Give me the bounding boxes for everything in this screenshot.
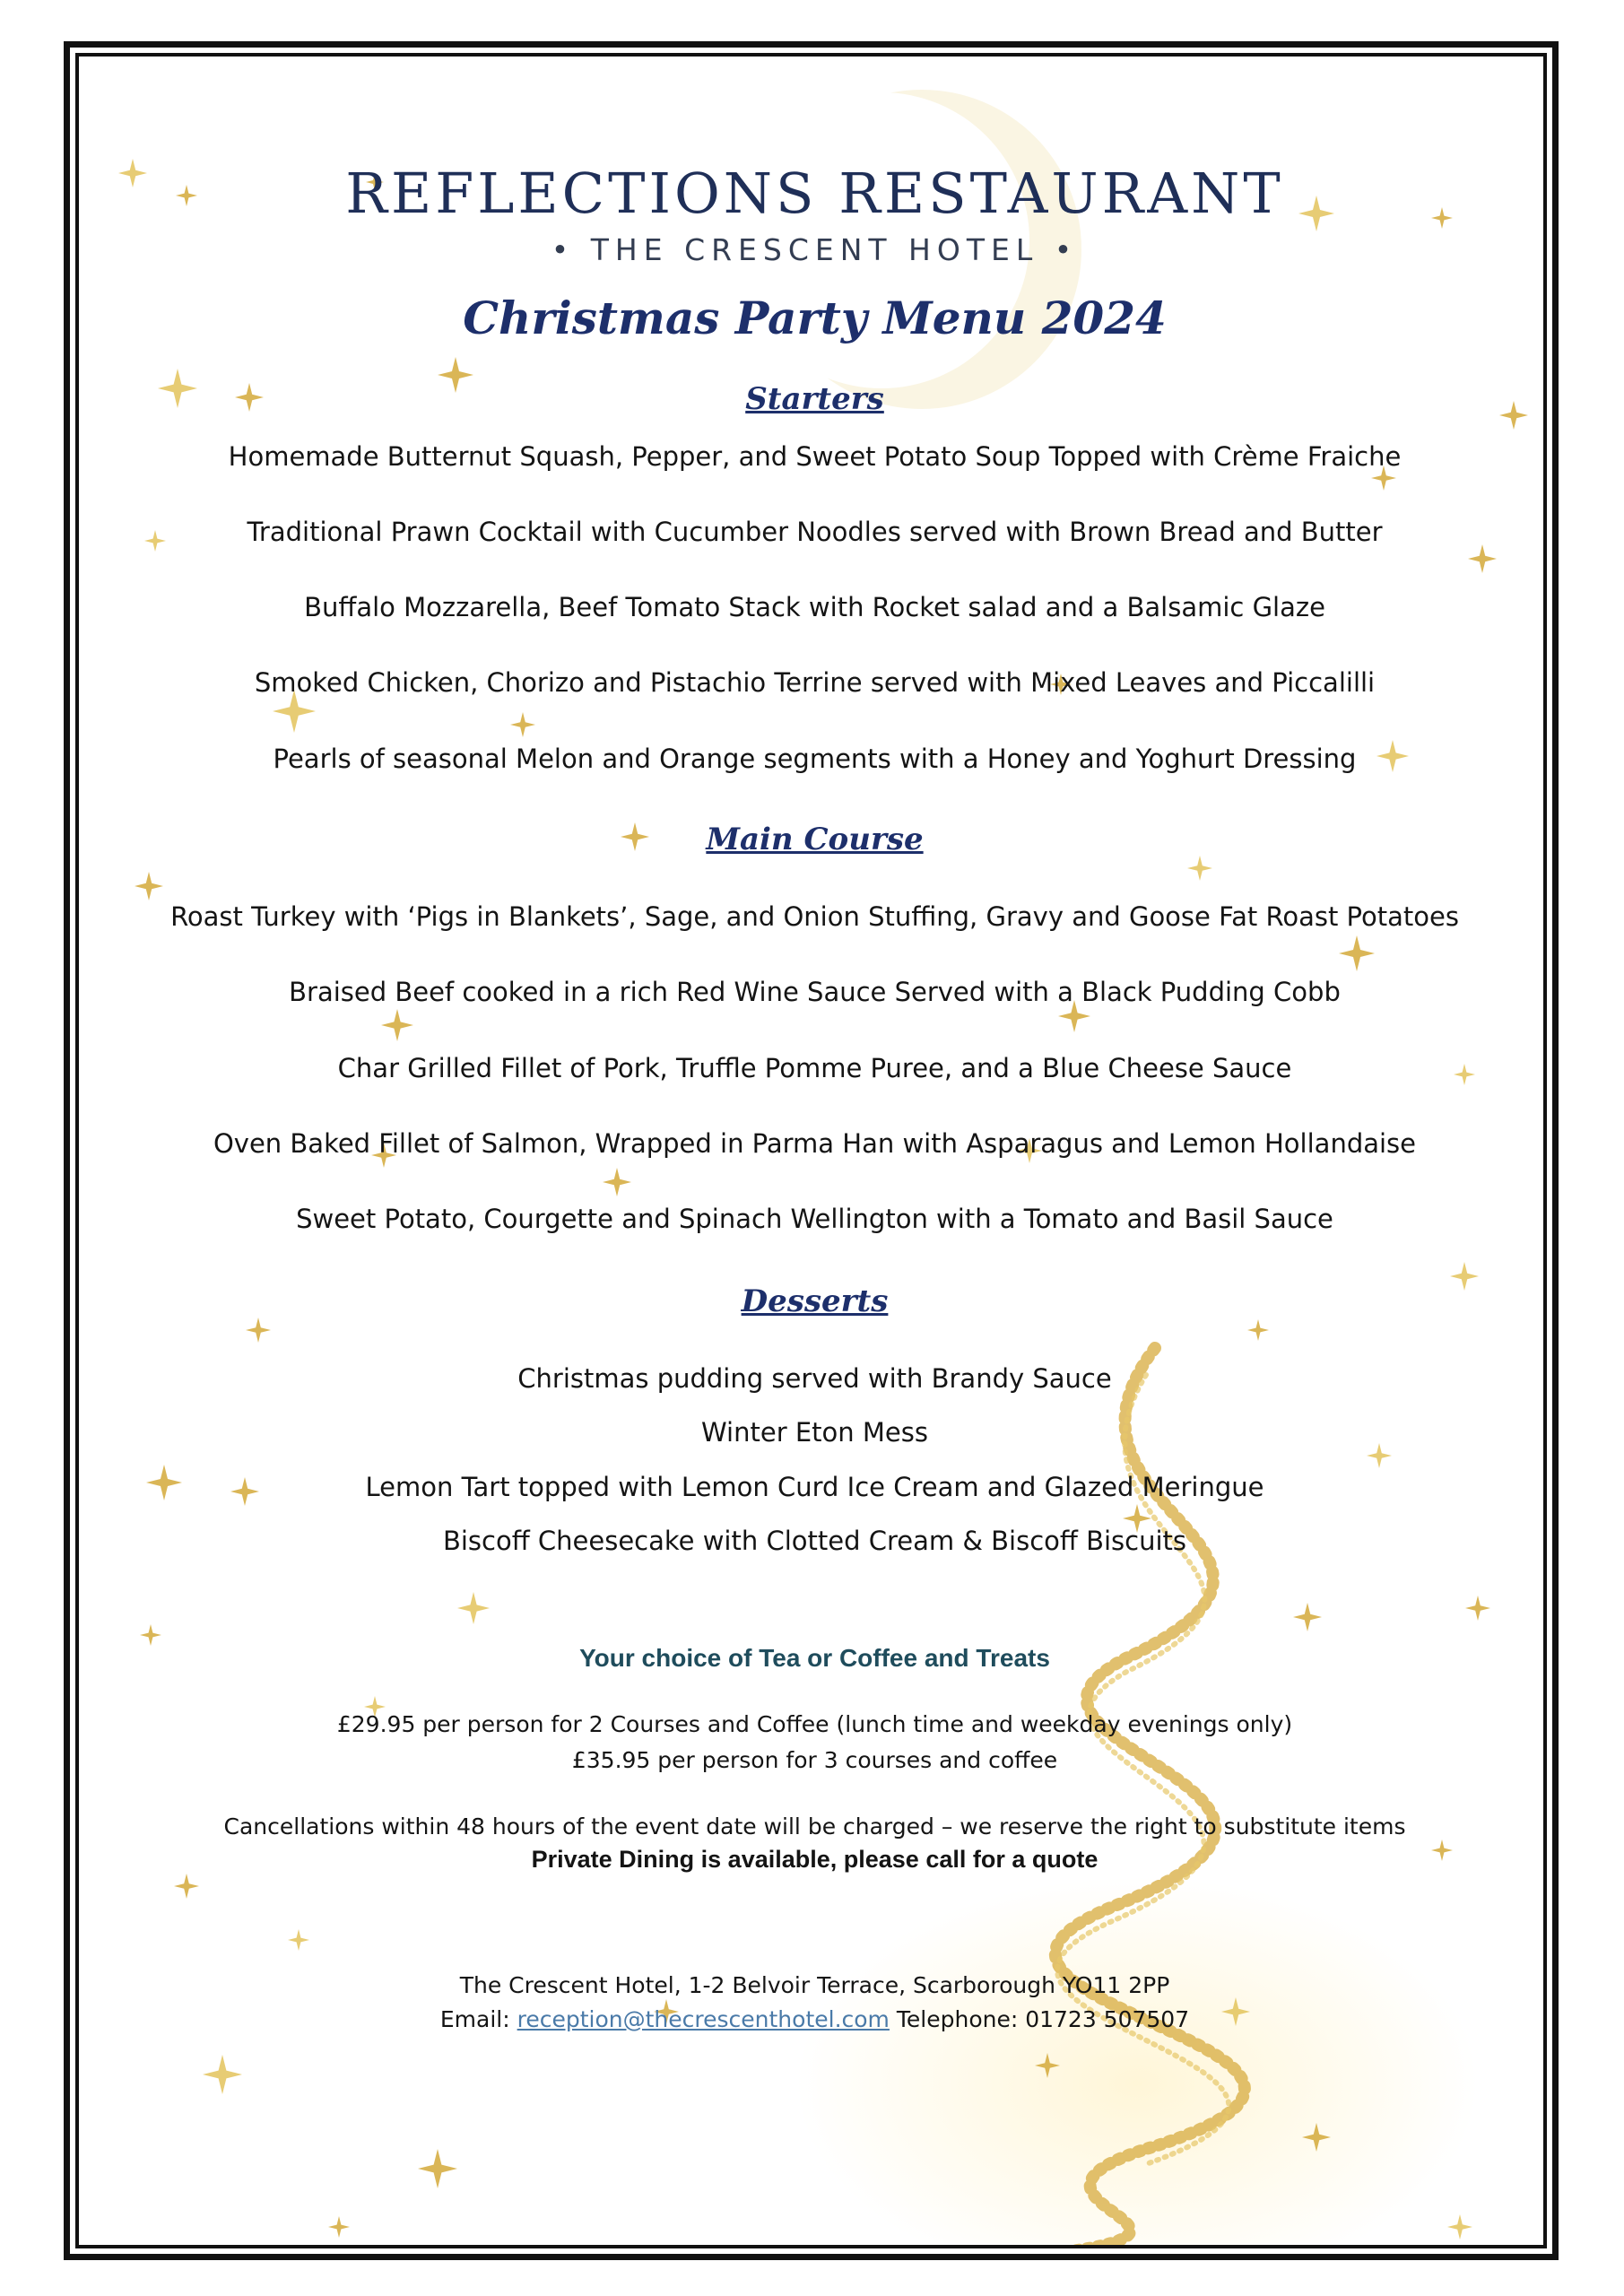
dessert-item: Biscoff Cheesecake with Clotted Cream & Biscoff Biscuits [442, 1526, 1187, 1556]
main-item: Sweet Potato, Courgette and Spinach Wellington with a Tomato and Basil Sauce [296, 1204, 1333, 1234]
main-item: Oven Baked Fillet of Salmon, Wrapped in Parma Han with Asparagus and Lemon Hollandaise [213, 1128, 1417, 1159]
dessert-item: Winter Eton Mess [701, 1417, 928, 1448]
price-three-courses: £35.95 per person for 3 courses and coffee [571, 1747, 1058, 1773]
email-label: Email: [439, 2006, 510, 2032]
menu-content [79, 57, 1547, 2248]
main-course-heading: Main Course [706, 822, 924, 857]
desserts-heading: Desserts [741, 1283, 889, 1319]
menu-card [75, 53, 1547, 2248]
restaurant-name: REFLECTIONS RESTAURANT [345, 161, 1284, 226]
hotel-address: The Crescent Hotel, 1-2 Belvoir Terrace, Scarborough YO11 2PP [459, 1972, 1170, 1998]
dessert-item: Lemon Tart topped with Lemon Curd Ice Cream and Glazed Meringue [365, 1472, 1264, 1502]
starters-heading: Starters [745, 381, 884, 417]
main-item: Braised Beef cooked in a rich Red Wine Sauce Served with a Black Pudding Cobb [289, 977, 1341, 1007]
contact-line [79, 2006, 1547, 2032]
starter-item: Traditional Prawn Cocktail with Cucumber Noodles served with Brown Bread and Butter [247, 517, 1383, 547]
starter-item: Homemade Butternut Squash, Pepper, and Sweet Potato Soup Topped with Crème Fraiche [228, 441, 1402, 472]
private-dining-note: Private Dining is available, please call for a quote [531, 1846, 1099, 1873]
main-item: Roast Turkey with ‘Pigs in Blankets’, Sage, and Onion Stuffing, Gravy and Goose Fat Roast Potatoes [170, 901, 1459, 932]
price-two-courses: £29.95 per person for 2 Courses and Coffee (lunch time and weekday evenings only) [336, 1711, 1293, 1737]
tea-coffee-note: Your choice of Tea or Coffee and Treats [579, 1644, 1050, 1672]
hotel-name: • THE CRESCENT HOTEL • [551, 232, 1079, 267]
email-link[interactable]: reception@thecrescenthotel.com [517, 2006, 890, 2032]
menu-title: Christmas Party Menu 2024 [463, 291, 1167, 344]
starter-item: Smoked Chicken, Chorizo and Pistachio Terrine served with Mixed Leaves and Piccalilli [254, 667, 1376, 698]
cancellation-policy: Cancellations within 48 hours of the event date will be charged – we reserve the right to substitute items [223, 1813, 1406, 1839]
main-item: Char Grilled Fillet of Pork, Truffle Pomme Puree, and a Blue Cheese Sauce [337, 1053, 1292, 1083]
dessert-item: Christmas pudding served with Brandy Sauce [517, 1363, 1112, 1394]
starter-item: Pearls of seasonal Melon and Orange segments with a Honey and Yoghurt Dressing [273, 744, 1357, 774]
starter-item: Buffalo Mozzarella, Beef Tomato Stack with Rocket salad and a Balsamic Glaze [304, 592, 1325, 622]
telephone: Telephone: 01723 507507 [896, 2006, 1190, 2032]
